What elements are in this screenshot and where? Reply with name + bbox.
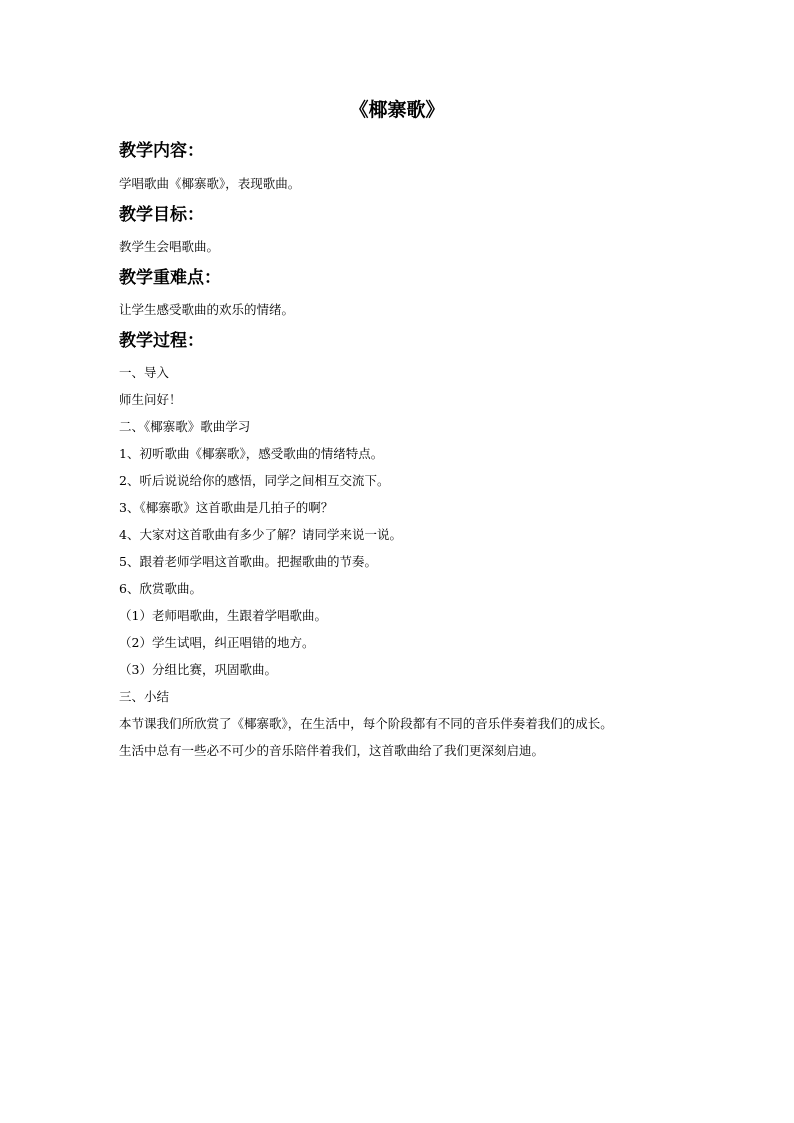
process-item-6: 6、欣赏歌曲。 (119, 581, 202, 596)
teaching-goal-heading: 教学目标： (119, 205, 204, 225)
process-item-1: 1、初听歌曲《椰寨歌》，感受歌曲的情绪特点。 (119, 446, 384, 461)
process-step-learning: 二、《椰寨歌》歌曲学习 (119, 419, 251, 434)
teaching-process-heading: 教学过程： (119, 331, 204, 351)
process-subitem-2: （2）学生试唱，纠正唱错的地方。 (119, 635, 315, 650)
process-subitem-3: （3）分组比赛，巩固歌曲。 (119, 662, 277, 677)
document-title: 《椰寨歌》 (349, 99, 445, 121)
process-step-summary: 三、小结 (119, 689, 170, 704)
process-item-2: 2、听后说说给你的感悟，同学之间相互交流下。 (119, 473, 390, 488)
process-subitem-1: （1）老师唱歌曲，生跟着学唱歌曲。 (119, 608, 327, 623)
teaching-key-points-text: 让学生感受歌曲的欢乐的情绪。 (119, 302, 295, 317)
teaching-goal-text: 教学生会唱歌曲。 (119, 239, 220, 254)
teaching-content-heading: 教学内容： (119, 141, 204, 161)
summary-text-line-1: 本节课我们所欣赏了《椰寨歌》，在生活中，每个阶段都有不同的音乐伴奏着我们的成长。 (119, 716, 613, 731)
teaching-content-text: 学唱歌曲《椰寨歌》，表现歌曲。 (119, 176, 301, 191)
process-item-4: 4、大家对这首歌曲有多少了解？请同学来说一说。 (119, 527, 402, 542)
process-item-5: 5、跟着老师学唱这首歌曲。把握歌曲的节奏。 (119, 554, 377, 569)
process-step-intro: 一、导入 (119, 365, 170, 380)
process-item-3: 3、《椰寨歌》这首歌曲是几拍子的啊？ (119, 500, 334, 515)
teaching-key-points-heading: 教学重难点： (119, 268, 221, 288)
process-greeting: 师生问好！ (119, 392, 182, 407)
summary-text-line-2: 生活中总有一些必不可少的音乐陪伴着我们，这首歌曲给了我们更深刻启迪。 (119, 743, 545, 758)
